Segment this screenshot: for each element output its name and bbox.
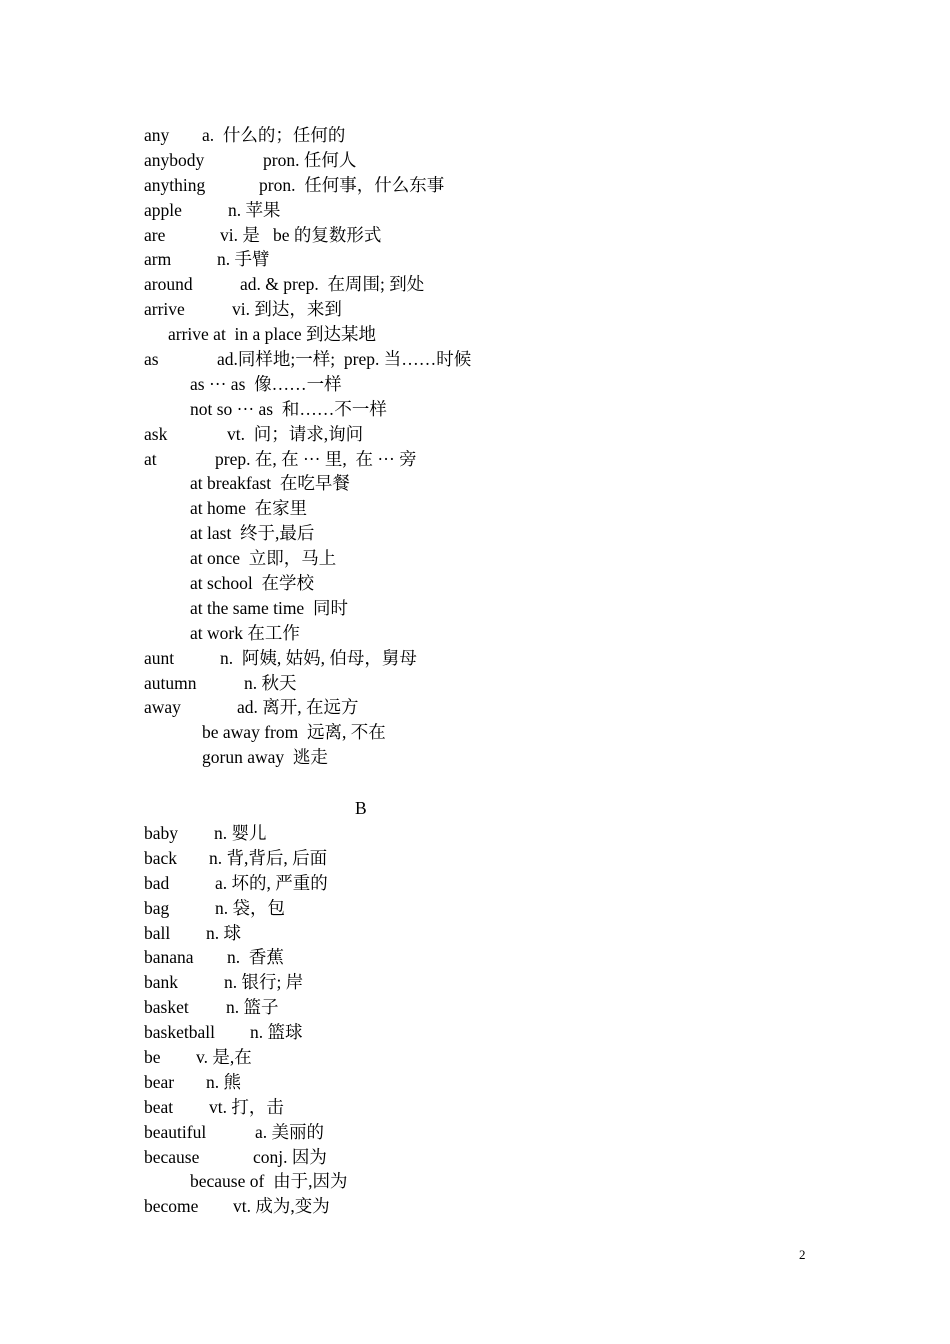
entry-definition: v. 是,在 — [196, 1047, 252, 1068]
vocab-entry — [144, 970, 844, 995]
entry-word: ask — [144, 423, 168, 444]
vocab-entry — [144, 173, 844, 198]
entry-definition: n. 熊 — [206, 1071, 241, 1092]
entry-definition: n. 球 — [206, 922, 241, 943]
vocab-entry — [144, 272, 844, 297]
entry-definition: vt. 打，击 — [209, 1096, 284, 1117]
entry-definition: a. 坏的, 严重的 — [215, 872, 328, 893]
vocab-entry — [144, 148, 844, 173]
entry-definition: n. 婴儿 — [214, 823, 267, 843]
entry-word: apple — [144, 199, 182, 220]
entry-definition: ad. & prep. 在周围; 到处 — [240, 274, 425, 295]
entry-definition: n. 袋，包 — [215, 897, 285, 918]
vocab-entry — [144, 1070, 844, 1095]
entry-definition: vi. 是 be 的复数形式 — [220, 224, 382, 245]
entry-definition: n. 篮子 — [226, 997, 279, 1018]
vocab-phrase — [144, 322, 844, 347]
entry-word: as — [144, 349, 159, 370]
vocab-entry — [144, 846, 844, 871]
vocab-entry — [144, 447, 844, 472]
entry-word: basketball — [144, 1022, 215, 1043]
vocab-entry — [144, 995, 844, 1020]
phrase-text: at once 立即，马上 — [190, 548, 337, 569]
vocab-phrase — [144, 471, 844, 496]
vocab-entry — [144, 1145, 844, 1170]
vocab-entry — [144, 821, 844, 846]
vocab-entry — [144, 123, 844, 148]
vocab-phrase — [144, 1169, 844, 1194]
entry-word: aunt — [144, 647, 175, 668]
entry-definition: conj. 因为 — [253, 1146, 327, 1167]
entry-definition: n. 秋天 — [244, 672, 297, 693]
entry-word: at — [144, 448, 157, 469]
entry-word: autumn — [144, 672, 197, 693]
vocab-phrase — [144, 546, 844, 571]
entry-word: back — [144, 847, 178, 868]
vocab-entry — [144, 646, 844, 671]
vocab-phrase — [144, 621, 844, 646]
entry-word: around — [144, 274, 193, 295]
entry-definition: ad. 离开, 在远方 — [237, 697, 359, 718]
entry-definition: vt. 成为,变为 — [233, 1196, 330, 1217]
phrase-text: arrive at in a place 到达某地 — [168, 324, 376, 345]
entry-word: bag — [144, 897, 170, 918]
entry-definition: vt. 问；请求,询问 — [227, 423, 364, 444]
entry-word: banana — [144, 947, 194, 968]
entry-word: baby — [144, 823, 179, 843]
vocab-entry — [144, 297, 844, 322]
phrase-text: because of 由于,因为 — [190, 1171, 348, 1192]
vocab-phrase — [144, 397, 844, 422]
vocab-entry — [144, 1020, 844, 1045]
entry-word: any — [144, 125, 170, 145]
entry-word: arm — [144, 249, 172, 270]
entry-definition: ad.同样地;一样; prep. 当……时候 — [217, 349, 472, 370]
vocab-phrase — [144, 521, 844, 546]
phrase-text: at school 在学校 — [190, 573, 314, 594]
vocab-entry — [144, 871, 844, 896]
vocab-entry — [144, 347, 844, 372]
vocab-entry — [144, 247, 844, 272]
vocab-entry — [144, 945, 844, 970]
phrase-text: be away from 远离, 不在 — [202, 722, 386, 743]
page-number: 2 — [799, 1247, 806, 1262]
vocab-phrase — [144, 745, 844, 770]
vocab-entry — [144, 198, 844, 223]
section-header-b: B — [355, 798, 367, 818]
entry-definition: n. 银行; 岸 — [224, 972, 304, 993]
entry-word: beautiful — [144, 1121, 207, 1142]
entry-word: away — [144, 697, 181, 718]
phrase-text: at breakfast 在吃早餐 — [190, 473, 350, 494]
phrase-text: not so ··· as 和……不一样 — [190, 398, 387, 419]
vocab-entry — [144, 896, 844, 921]
entry-word: because — [144, 1146, 200, 1167]
vocab-entry — [144, 223, 844, 248]
phrase-text: at the same time 同时 — [190, 597, 348, 618]
entry-word: be — [144, 1047, 161, 1068]
entry-word: bad — [144, 872, 170, 893]
entry-word: anything — [144, 174, 206, 195]
vocab-phrase — [144, 571, 844, 596]
vocab-phrase — [144, 496, 844, 521]
entry-definition: n. 背,背后, 后面 — [209, 847, 328, 868]
vocab-entry — [144, 1194, 844, 1219]
entry-definition: n. 苹果 — [228, 199, 281, 220]
section-a-entries — [144, 123, 844, 770]
phrase-text: at home 在家里 — [190, 498, 308, 519]
vocab-entry — [144, 695, 844, 720]
phrase-text: gorun away 逃走 — [202, 747, 328, 768]
entry-word: become — [144, 1196, 199, 1217]
vocab-entry — [144, 671, 844, 696]
vocab-entry — [144, 1120, 844, 1145]
phrase-text: as ··· as 像……一样 — [190, 373, 342, 394]
entry-definition: vi. 到达，来到 — [232, 299, 342, 320]
entry-definition: prep. 在, 在 ··· 里, 在 ··· 旁 — [215, 448, 417, 469]
vocab-entry — [144, 1045, 844, 1070]
entry-definition: a. 什么的；任何的 — [202, 125, 346, 145]
vocab-entry — [144, 422, 844, 447]
entry-definition: a. 美丽的 — [255, 1121, 325, 1142]
section-b-entries — [144, 821, 844, 1219]
entry-word: are — [144, 224, 166, 245]
entry-definition: n. 香蕉 — [227, 947, 284, 968]
entry-word: ball — [144, 922, 171, 943]
entry-word: bear — [144, 1071, 175, 1092]
entry-word: bank — [144, 972, 179, 993]
entry-word: basket — [144, 997, 189, 1018]
vocab-entry — [144, 1095, 844, 1120]
entry-definition: pron. 任何事，什么东事 — [259, 174, 445, 195]
phrase-text: at work 在工作 — [190, 622, 300, 643]
vocab-entry — [144, 921, 844, 946]
entry-definition: n. 篮球 — [250, 1022, 303, 1043]
entry-word: beat — [144, 1096, 174, 1117]
entry-word: anybody — [144, 149, 205, 170]
entry-definition: pron. 任何人 — [263, 149, 357, 170]
phrase-text: at last 终于,最后 — [190, 523, 315, 544]
vocab-phrase — [144, 596, 844, 621]
entry-definition: n. 手臂 — [217, 249, 270, 270]
vocab-phrase — [144, 720, 844, 745]
vocab-phrase — [144, 372, 844, 397]
entry-word: arrive — [144, 299, 185, 320]
entry-definition: n. 阿姨, 姑妈, 伯母，舅母 — [220, 647, 417, 668]
